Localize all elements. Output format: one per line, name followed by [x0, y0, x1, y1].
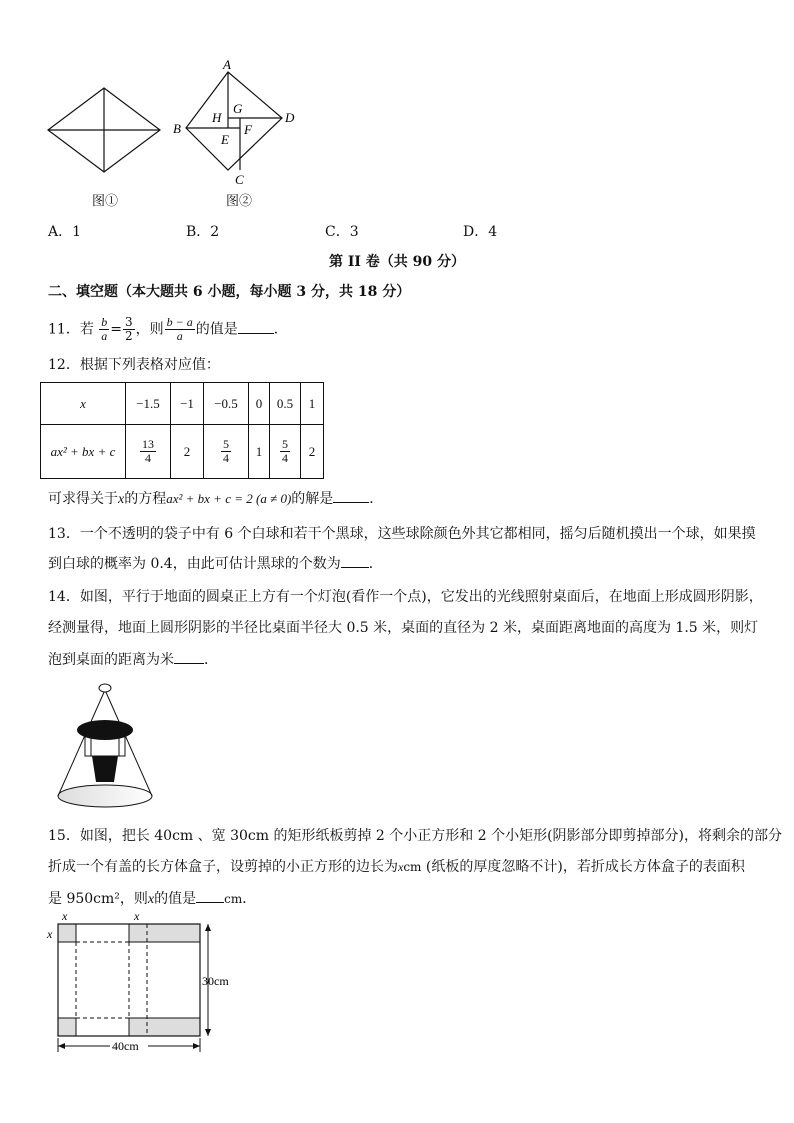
question-11: 11．若 $\frac{b}{a}$ = $\frac{3}{2}$ ，则 $\frac{b - a}{a}$ 的值是 ． — [48, 315, 288, 343]
answer-blank-13 — [341, 553, 369, 568]
part-heading: 二、填空题（本大题共 6 小题，每小题 3 分，共 18 分） — [48, 284, 411, 300]
label-C: C — [235, 172, 244, 187]
table-cell: 0 — [249, 383, 270, 425]
table-cell: $\frac{13}{4}$ — [126, 425, 171, 479]
label-F: F — [244, 122, 252, 137]
cardboard-net-figure — [44, 906, 254, 1056]
answer-blank-11 — [238, 319, 274, 334]
label-A: A — [223, 57, 231, 72]
table-cell: $\frac{5}{4}$ — [270, 425, 301, 479]
question-12-intro: 12．根据下列表格对应值： — [48, 357, 220, 373]
table-cell: −1.5 — [126, 383, 171, 425]
height-label: 30cm — [202, 974, 229, 988]
answer-blank-12 — [333, 488, 369, 503]
label-G: G — [233, 101, 243, 116]
table-cell: 1 — [249, 425, 270, 479]
table-cell: −0.5 — [204, 383, 249, 425]
label-H: H — [212, 110, 222, 125]
label-E: E — [221, 132, 229, 147]
table-head-expr: ax² + bx + c — [41, 425, 126, 479]
choice-b: B．2 — [186, 224, 220, 240]
lamp-table-figure — [52, 678, 162, 813]
label-B: B — [173, 121, 181, 136]
question-15-line-2: 折成一个有盖的长方体盒子，设剪掉的小正方形的边长为xcm (纸板的厚度忽略不计)，若折成长方体盒子的表面积 — [48, 859, 745, 875]
figure-2-caption: 图② — [226, 194, 253, 209]
question-13-line-2: 到白球的概率为 0.4，由此可估计黑球的个数为 ． — [48, 553, 383, 574]
question-14-line-3: 泡到桌面的距离为米 ． — [48, 649, 218, 670]
table-cell: $\frac{5}{4}$ — [204, 425, 249, 479]
label-x-left: x — [47, 927, 53, 941]
figure-1-caption: 图① — [92, 194, 119, 209]
table-cell: 1 — [301, 383, 324, 425]
question-14-line-2: 经测量得，地面上圆形阴影的半径比桌面半径大 0.5 米，桌面的直径为 2 米，桌面距离地面的高度为 1.5 米，则灯 — [48, 620, 759, 636]
table-head-x: x — [41, 383, 126, 425]
table-cell: 0.5 — [270, 383, 301, 425]
answer-blank-14 — [174, 649, 204, 664]
choice-c: C．3 — [325, 224, 359, 240]
label-x-top-2: x — [134, 909, 140, 923]
question-14-line-1: 14．如图，平行于地面的圆桌正上方有一个灯泡(看作一个点)，它发出的光线照射桌面后，在地面上形成圆形阴影， — [48, 589, 763, 605]
label-x-top-1: x — [62, 909, 68, 923]
section-title: 第 II 卷（共 90 分） — [328, 254, 466, 270]
figure-2-square-diagram — [170, 56, 305, 196]
table-cell: −1 — [171, 383, 204, 425]
answer-blank-15 — [196, 888, 224, 903]
question-15-line-1: 15．如图，把长 40cm 、宽 30cm 的矩形纸板剪掉 2 个小正方形和 2 个小矩形(阴影部分即剪掉部分)，将剩余的部分 — [48, 828, 783, 844]
table-cell: 2 — [301, 425, 324, 479]
value-table — [40, 382, 324, 479]
question-15-line-3: 是 950cm²，则x的值是 cm． — [48, 888, 256, 910]
width-label: 40cm — [112, 1039, 139, 1053]
question-13-line-1: 13．一个不透明的袋子中有 6 个白球和若干个黑球，这些球除颜色外其它都相同，摇匀后随机摸出一个球，如果摸 — [48, 526, 756, 542]
table-cell: 2 — [171, 425, 204, 479]
choice-a: A．1 — [48, 224, 82, 240]
question-12-conclusion: 可求得关于x的方程ax² + bx + c = 2 (a ≠ 0)的解是 ． — [48, 488, 383, 510]
choice-d: D．4 — [463, 224, 498, 240]
label-D: D — [285, 110, 295, 125]
